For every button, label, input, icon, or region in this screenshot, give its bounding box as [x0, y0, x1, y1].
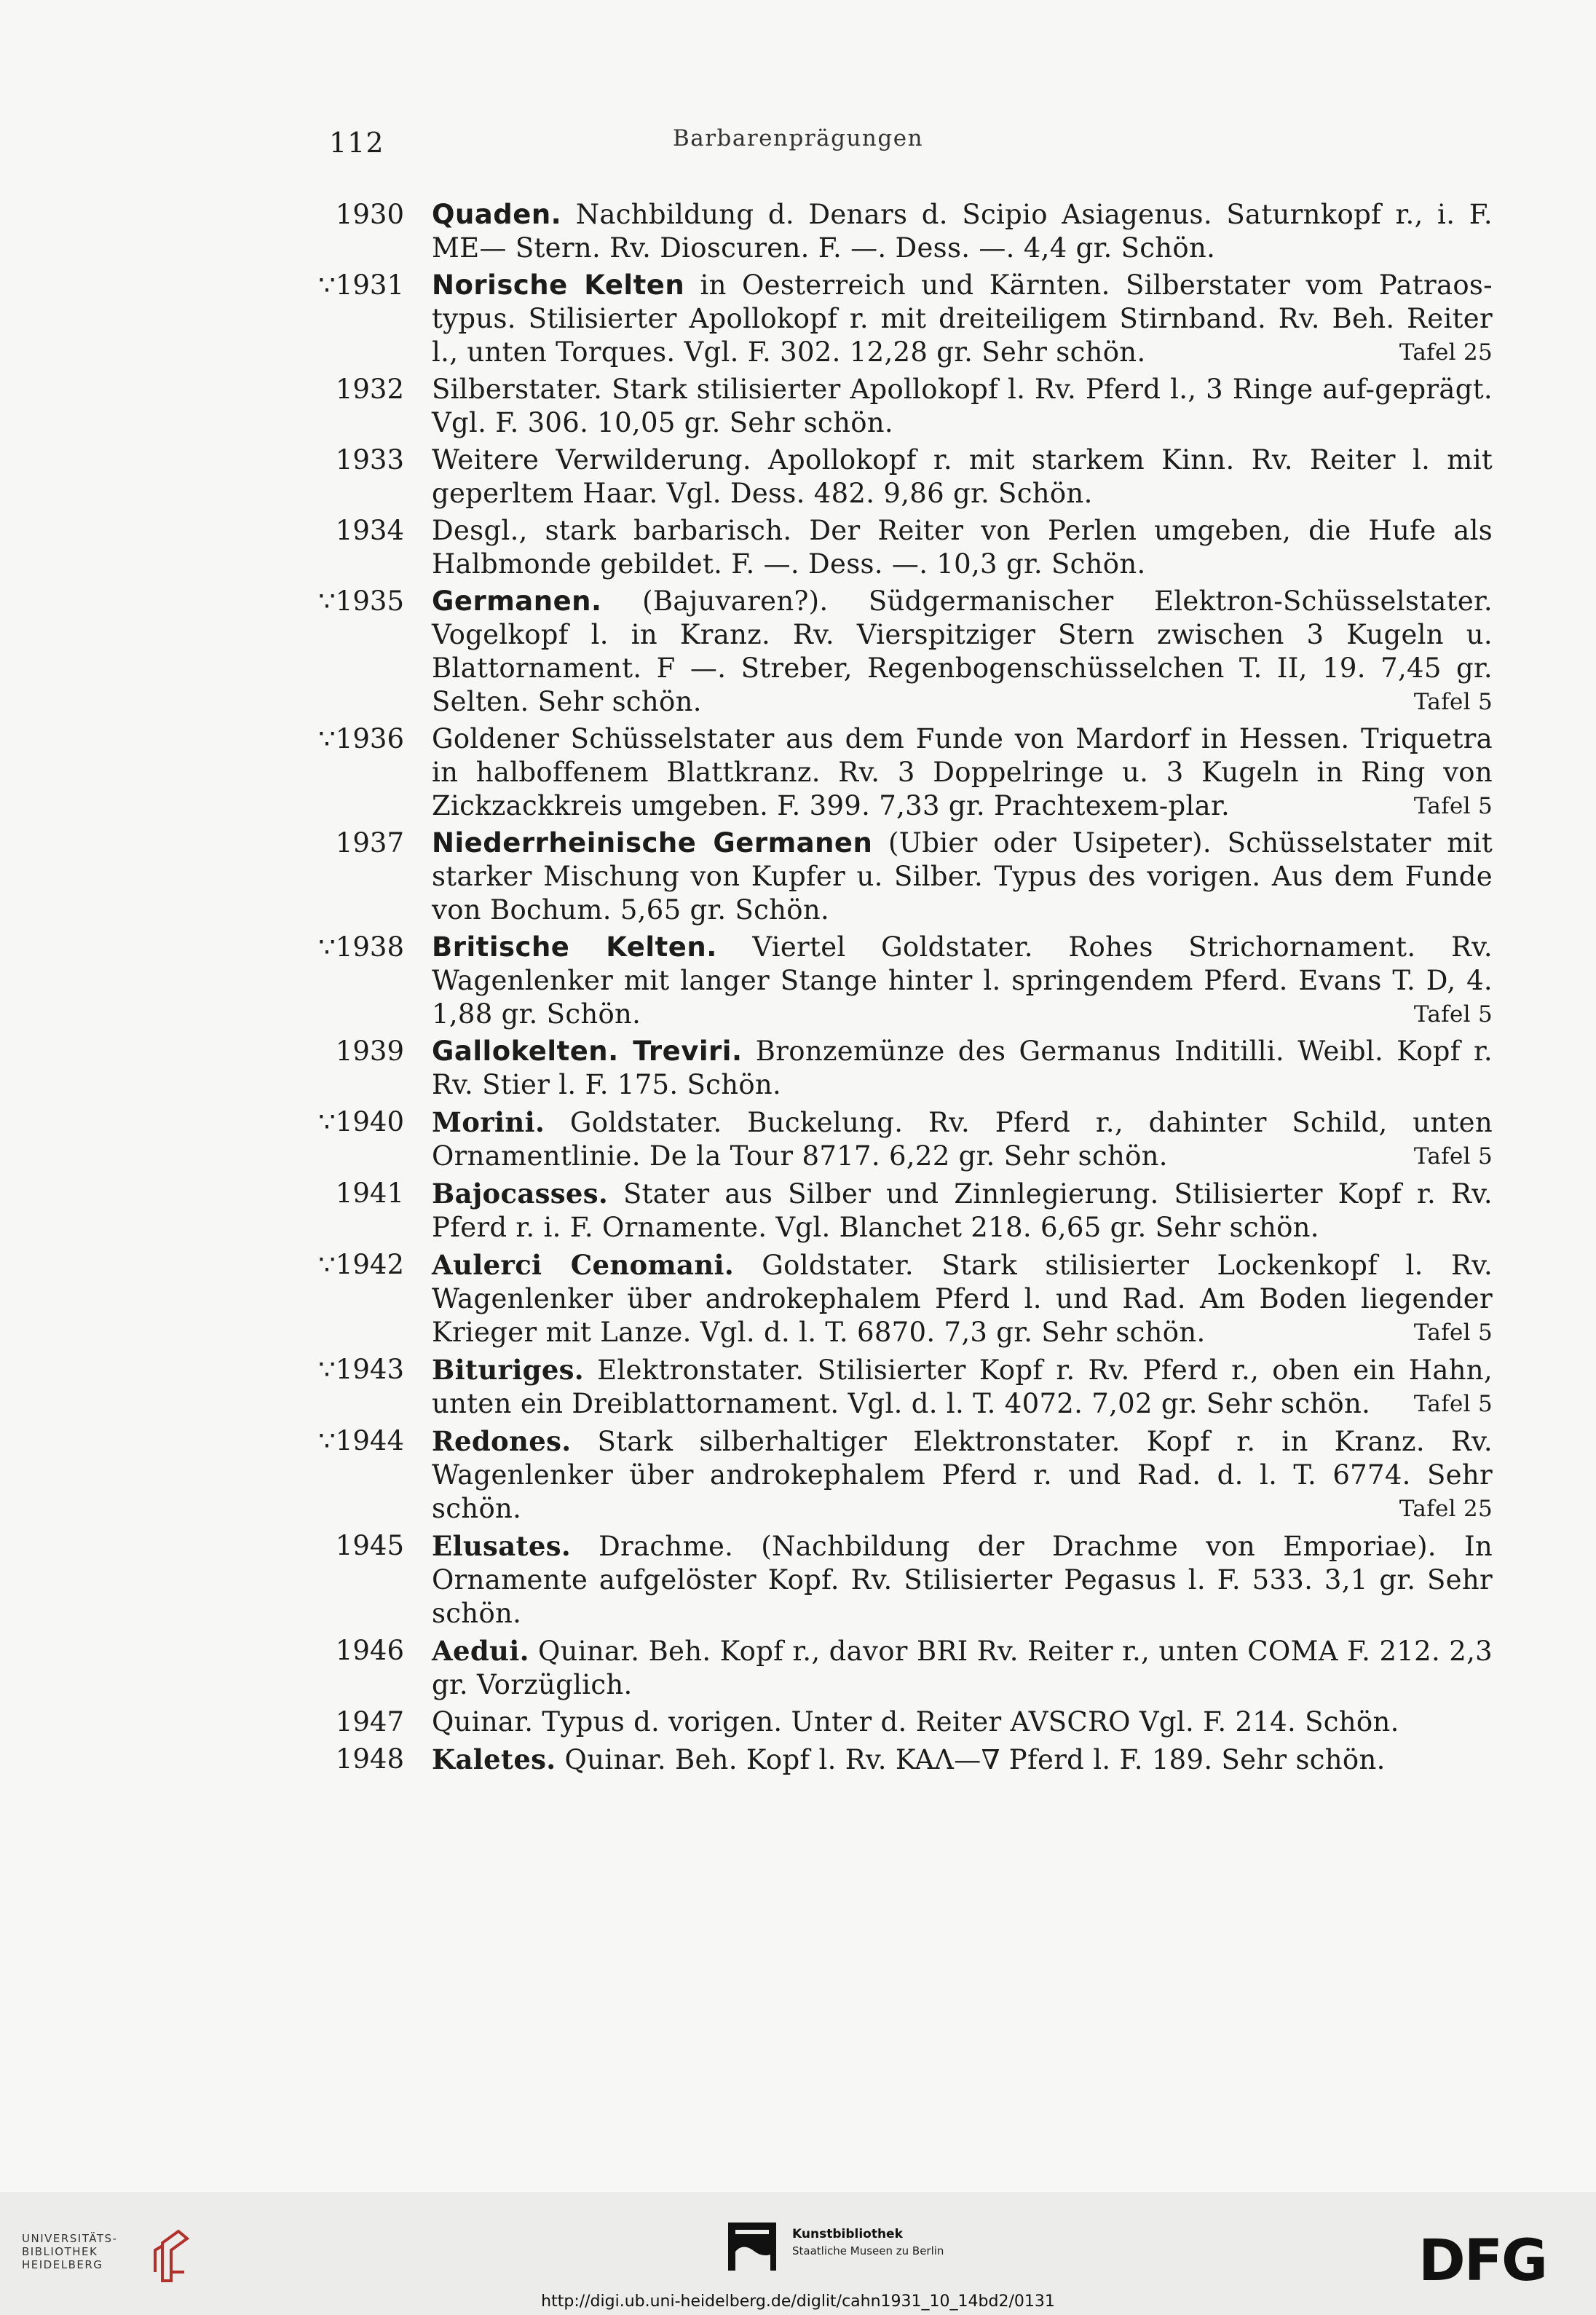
kunstbibliothek-subtitle: Staatliche Museen zu Berlin	[792, 2244, 944, 2257]
plate-reference: Tafel 5	[1413, 1001, 1493, 1028]
entry-description: Goldstater. Buckelung. Rv. Pferd r., dahinter Schild, unten Ornamentlinie. De la Tour 8717. 6,22 gr. Sehr schön.	[432, 1107, 1493, 1172]
entry-description: Nachbildung d. Denars d. Scipio Asiagenus. Saturnkopf r., i. F. ME— Stern. Rv. Dioscuren. F. —. Dess. —. 4,4 gr. Schön.	[432, 199, 1493, 264]
catalogue-entry	[295, 1743, 1493, 1777]
entry-description: Quinar. Beh. Kopf r., davor BRI Rv. Reiter r., unten COMA F. 212. 2,3 gr. Vorzüglich.	[432, 1636, 1493, 1700]
digitization-footer	[0, 2192, 1596, 2315]
entry-description: Silberstater. Stark stilisierter Apollokopf l. Rv. Pferd l., 3 Ringe auf-geprägt. Vgl. F. 306. 10,05 gr. Sehr schön.	[432, 374, 1493, 438]
entry-text	[432, 722, 1493, 823]
entry-number: 1937	[335, 827, 404, 859]
catalogue-entry	[295, 1035, 1493, 1102]
entry-number: 1947	[335, 1706, 404, 1738]
plate-reference: Tafel 25	[1399, 1496, 1493, 1522]
entry-heading: Gallokelten. Treviri.	[432, 1036, 743, 1067]
permalink-url[interactable]: http://digi.ub.uni-heidelberg.de/diglit/cahn1931_10_14bd2/0131	[541, 2292, 1055, 2311]
entry-description: Drachme. (Nachbildung der Drachme von Emporiae). In Ornamente aufgelöster Kopf. Rv. Stilisierter Pegasus l. F. 533. 3,1 gr. Sehr schön.	[432, 1531, 1493, 1629]
running-title: Barbarenprägungen	[672, 125, 924, 151]
entry-text	[432, 1705, 1493, 1739]
entry-text	[432, 1743, 1493, 1777]
entry-number: 1932	[335, 374, 404, 405]
entry-text	[432, 198, 1493, 265]
library-line: BIBLIOTHEK	[22, 2245, 98, 2258]
entry-number: ∵1938	[318, 931, 404, 963]
catalogue-entry	[295, 1105, 1493, 1173]
entry-number: 1930	[335, 199, 404, 230]
entry-number: ∵1944	[318, 1425, 404, 1456]
entry-text	[432, 1248, 1493, 1349]
entry-text	[432, 443, 1493, 510]
catalogue-entry	[295, 1705, 1493, 1739]
entry-description: in Oesterreich und Kärnten. Silberstater vom Patraos-typus. Stilisierter Apollokopf r. mit dreiteiligem Stirnband. Rv. Beh. Reiter l., unten Torques. Vgl. F. 302. 12,28 gr. Sehr schön.	[432, 269, 1493, 368]
library-emblem-icon	[149, 2228, 190, 2284]
entry-description: Quinar. Typus d. vorigen. Unter d. Reiter AVSCRO Vgl. F. 214. Schön.	[432, 1706, 1399, 1738]
entry-heading: Bituriges.	[432, 1354, 584, 1386]
entry-text	[432, 1035, 1493, 1102]
entry-description: Goldener Schüsselstater aus dem Funde von Mardorf in Hessen. Triquetra in halboffenem Blattkranz. Rv. 3 Doppelringe u. 3 Kugeln in Ring von Zickzackkreis umgeben. F. 399. 7,33 gr. Prachtexem-plar.	[432, 723, 1493, 821]
library-line: UNIVERSITÄTS-	[22, 2232, 118, 2245]
entry-heading: Norische Kelten	[432, 269, 685, 301]
entry-number: 1933	[335, 444, 404, 476]
entry-number: 1934	[335, 515, 404, 546]
entry-heading: Morini.	[432, 1106, 545, 1138]
entry-heading: Britische Kelten.	[432, 931, 717, 963]
entry-heading: Elusates.	[432, 1530, 572, 1562]
entry-number: ∵1936	[318, 723, 404, 754]
entry-description: Desgl., stark barbarisch. Der Reiter von Perlen umgeben, die Hufe als Halbmonde gebildet. F. —. Dess. —. 10,3 gr. Schön.	[432, 515, 1493, 580]
entry-number: ∵1935	[318, 585, 404, 617]
kunstbibliothek-title: Kunstbibliothek	[792, 2227, 903, 2241]
entry-text	[432, 1634, 1493, 1702]
entry-text	[432, 373, 1493, 440]
entry-text	[432, 1424, 1493, 1526]
entry-number: 1948	[335, 1743, 404, 1775]
entry-text	[432, 585, 1493, 719]
entry-number: ∵1931	[318, 269, 404, 301]
entry-number: 1939	[335, 1036, 404, 1067]
entry-text	[432, 269, 1493, 369]
catalogue-entry	[295, 198, 1493, 265]
entry-text	[432, 1105, 1493, 1173]
entry-description: (Bajuvaren?). Südgermanischer Elektron-Schüsselstater. Vogelkopf l. in Kranz. Rv. Vierspitziger Stern zwischen 3 Kugeln u. Blattornament. F —. Streber, Regenbogenschüsselchen T. II, 19. 7,45 gr. Selten. Sehr schön.	[432, 585, 1493, 717]
entry-text	[432, 827, 1493, 927]
catalogue-entry	[295, 1353, 1493, 1421]
entry-description: Stark silberhaltiger Elektronstater. Kopf r. in Kranz. Rv. Wagenlenker über androkephalem Pferd r. und Rad. d. l. T. 6774. Sehr schön.	[432, 1426, 1493, 1524]
plate-reference: Tafel 5	[1413, 1143, 1493, 1170]
entry-text	[432, 931, 1493, 1031]
kunstbibliothek-logo-icon[interactable]	[728, 2223, 776, 2271]
plate-reference: Tafel 5	[1413, 1320, 1493, 1346]
catalogue-entry	[295, 269, 1493, 369]
catalogue-entry	[295, 722, 1493, 823]
entry-heading: Aulerci Cenomani.	[432, 1249, 734, 1281]
entry-number: 1941	[335, 1178, 404, 1209]
entry-number: 1946	[335, 1635, 404, 1666]
entry-description: Elektronstater. Stilisierter Kopf r. Rv. Pferd r., oben ein Hahn, unten ein Dreiblattornament. Vgl. d. l. T. 4072. 7,02 gr. Sehr schön.	[432, 1354, 1493, 1419]
dfg-logo[interactable]: DFG	[1418, 2228, 1547, 2294]
entry-heading: Bajocasses.	[432, 1178, 609, 1210]
catalogue-entry	[295, 514, 1493, 581]
entry-description: Viertel Goldstater. Rohes Strichornament. Rv. Wagenlenker mit langer Stange hinter l. springendem Pferd. Evans T. D, 4. 1,88 gr. Schön.	[432, 931, 1493, 1030]
catalogue-entry	[295, 1177, 1493, 1245]
catalogue-entry	[295, 1529, 1493, 1630]
catalogue-entry	[295, 931, 1493, 1031]
library-line: HEIDELBERG	[22, 2258, 103, 2271]
entry-description: Goldstater. Stark stilisierter Lockenkopf l. Rv. Wagenlenker über androkephalem Pferd l. und Rad. Am Boden liegender Krieger mit Lanze. Vgl. d. l. T. 6870. 7,3 gr. Sehr schön.	[432, 1250, 1493, 1348]
entry-heading: Redones.	[432, 1425, 572, 1457]
entry-description: (Ubier oder Usipeter). Schüsselstater mit starker Mischung von Kupfer u. Silber. Typus des vorigen. Aus dem Funde von Bochum. 5,65 gr. Schön.	[432, 827, 1493, 926]
entry-description: Bronzemünze des Germanus Inditilli. Weibl. Kopf r. Rv. Stier l. F. 175. Schön.	[432, 1036, 1493, 1100]
entry-text	[432, 514, 1493, 581]
entry-number: ∵1940	[318, 1106, 404, 1137]
entry-number: ∵1943	[318, 1354, 404, 1385]
entry-heading: Germanen.	[432, 585, 602, 617]
entry-text	[432, 1353, 1493, 1421]
catalogue-entry	[295, 1424, 1493, 1526]
catalogue-entry	[295, 1634, 1493, 1702]
page-number: 112	[329, 127, 384, 159]
catalogue-entry	[295, 1248, 1493, 1349]
entry-number: 1945	[335, 1530, 404, 1561]
catalogue-entry	[295, 443, 1493, 510]
entry-number: ∵1942	[318, 1249, 404, 1280]
plate-reference: Tafel 5	[1413, 689, 1493, 715]
entry-description: Stater aus Silber und Zinnlegierung. Stilisierter Kopf r. Rv. Pferd r. i. F. Ornamente. Vgl. Blanchet 218. 6,65 gr. Sehr schön.	[432, 1178, 1493, 1243]
catalogue-entry	[295, 827, 1493, 927]
entry-heading: Kaletes.	[432, 1743, 556, 1775]
catalogue-entry	[295, 373, 1493, 440]
entry-heading: Quaden.	[432, 199, 562, 230]
catalogue-entry	[295, 585, 1493, 719]
catalogue-entries	[295, 198, 1493, 1780]
entry-text	[432, 1177, 1493, 1245]
entry-heading: Aedui.	[432, 1635, 529, 1667]
entry-description: Weitere Verwilderung. Apollokopf r. mit starkem Kinn. Rv. Reiter l. mit geperltem Haar. Vgl. Dess. 482. 9,86 gr. Schön.	[432, 444, 1493, 509]
plate-reference: Tafel 5	[1413, 1391, 1493, 1417]
plate-reference: Tafel 25	[1399, 339, 1493, 366]
entry-heading: Niederrheinische Germanen	[432, 827, 873, 859]
entry-description: Quinar. Beh. Kopf l. Rv. KAΛ—∇ Pferd l. F. 189. Sehr schön.	[556, 1744, 1386, 1775]
plate-reference: Tafel 5	[1413, 793, 1493, 819]
entry-text	[432, 1529, 1493, 1630]
